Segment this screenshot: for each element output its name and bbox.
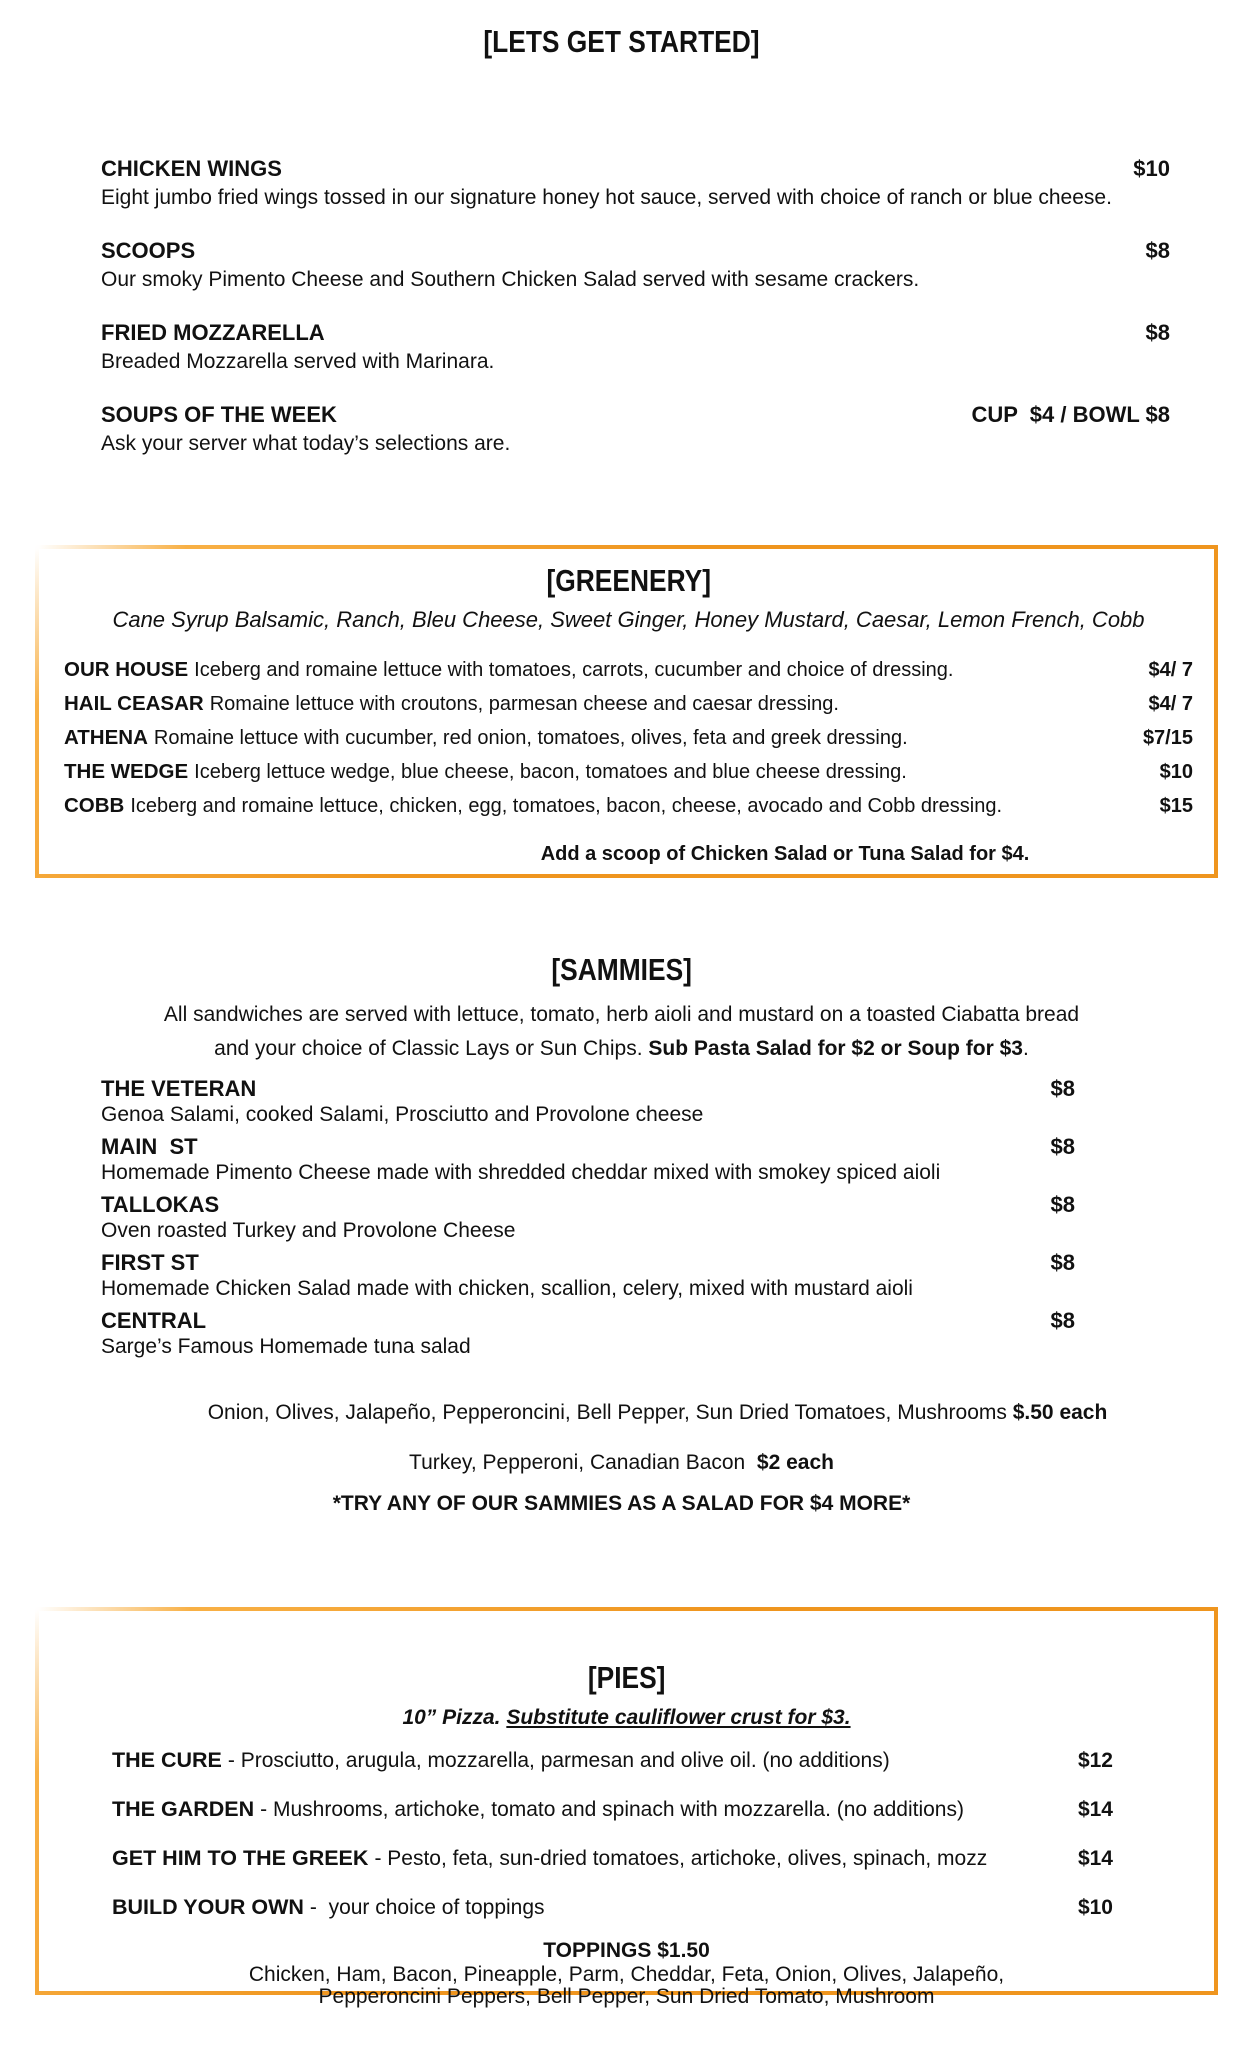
menu-item-build-your-own	[112, 1893, 1113, 1922]
item-description: - Prosciutto, arugula, mozzarella, parmesan and olive oil. (no additions)	[227, 1749, 890, 1772]
sammies-item-list	[0, 1076, 1243, 1360]
item-price: $12	[1077, 1749, 1113, 1772]
menu-item-tallokas	[101, 1192, 1075, 1244]
item-price: $8	[1050, 1192, 1075, 1217]
menu-item-the-wedge	[64, 759, 1193, 785]
item-name: GET HIM TO THE GREEK	[112, 1846, 369, 1870]
menu-item-chicken-wings	[101, 155, 1170, 212]
section-header-wrap	[64, 563, 1193, 605]
addon-price: $2 each	[756, 1451, 834, 1474]
menu-item-the-veteran	[101, 1076, 1075, 1128]
pies-toppings-line2: Pepperoncini Peppers, Bell Pepper, Sun Dried Tomato, Mushroom	[318, 1985, 935, 2008]
sammies-addon-meats	[0, 1450, 1243, 1476]
menu-item-hail-ceasar	[64, 691, 1193, 717]
item-description: Iceberg and romaine lettuce with tomatoes, carrots, cucumber and choice of dressing.	[194, 659, 954, 681]
item-description: Our smoky Pimento Cheese and Southern Chicken Salad served with sesame crackers.	[101, 268, 920, 291]
sammies-intro-line1: All sandwiches are served with lettuce, tomato, herb aioli and mustard on a toasted Ciabatta bread	[163, 1003, 1080, 1026]
menu-item-main-st	[101, 1134, 1075, 1186]
item-name: BUILD YOUR OWN	[112, 1895, 304, 1919]
item-price: $8	[1145, 238, 1170, 263]
sammies-intro-line2	[0, 1036, 1243, 1062]
item-description: Iceberg lettuce wedge, blue cheese, bacon, tomatoes and blue cheese dressing.	[194, 761, 907, 783]
item-price: $8	[1050, 1134, 1075, 1159]
greenery-addon-note: Add a scoop of Chicken Salad or Tuna Salad for $4.	[540, 843, 1030, 865]
menu-item-fried-mozzarella	[101, 319, 1170, 376]
menu-item-the-garden	[112, 1795, 1113, 1824]
item-name: THE GARDEN	[112, 1797, 255, 1821]
item-description: Sarge’s Famous Homemade tuna salad	[101, 1335, 471, 1358]
item-description: Eight jumbo fried wings tossed in our signature honey hot sauce, served with choice of ranch or blue cheese.	[101, 186, 1112, 209]
menu-item-first-st	[101, 1250, 1075, 1302]
dressings-list: Cane Syrup Balsamic, Ranch, Bleu Cheese, Sweet Ginger, Honey Mustard, Caesar, Lemon French, Cobb	[112, 607, 1145, 632]
item-name: OUR HOUSE	[64, 658, 189, 681]
item-description: Iceberg and romaine lettuce, chicken, egg, tomatoes, bacon, cheese, avocado and Cobb dressing.	[130, 795, 1003, 817]
item-price: $10	[1133, 156, 1170, 181]
pies-subtitle	[39, 1704, 1214, 1732]
item-name: CENTRAL	[101, 1308, 207, 1333]
item-price: $14	[1077, 1847, 1113, 1870]
item-name: MAIN ST	[101, 1134, 198, 1159]
item-price: $14	[1077, 1798, 1113, 1821]
section-title-pies: [PIES]	[587, 1660, 666, 1695]
pies-subtitle-underlined: Substitute cauliflower crust for $3.	[506, 1706, 851, 1729]
item-name: THE CURE	[112, 1748, 222, 1772]
starters-item-list	[0, 155, 1243, 458]
intro-plain: and your choice of Classic Lays or Sun Chips.	[214, 1037, 649, 1060]
item-description: Oven roasted Turkey and Provolone Cheese	[101, 1219, 516, 1242]
item-price: $8	[1145, 320, 1170, 345]
item-price: $15	[1159, 795, 1193, 817]
item-name: FIRST ST	[101, 1250, 199, 1275]
pies-item-list	[39, 1746, 1214, 1922]
menu-item-the-cure	[112, 1746, 1113, 1775]
item-name: HAIL CEASAR	[64, 692, 204, 715]
section-greenery	[35, 545, 1218, 878]
menu-item-athena	[64, 725, 1193, 751]
item-description: Breaded Mozzarella served with Marinara.	[101, 350, 495, 373]
pies-toppings-title: TOPPINGS $1.50	[543, 1939, 710, 1962]
item-name: TALLOKAS	[101, 1192, 220, 1217]
item-price: $4/ 7	[1148, 659, 1193, 681]
item-name: FRIED MOZZARELLA	[101, 320, 325, 345]
item-name: THE WEDGE	[64, 760, 189, 783]
item-description: Romaine lettuce with cucumber, red onion, tomatoes, olives, feta and greek dressing.	[153, 727, 908, 749]
menu-item-scoops	[101, 237, 1170, 294]
section-lets-get-started	[0, 24, 1243, 483]
pies-toppings-line1: Chicken, Ham, Bacon, Pineapple, Parm, Cheddar, Feta, Onion, Olives, Jalapeño,	[248, 1963, 1005, 1986]
addon-price: $.50 each	[1012, 1401, 1108, 1424]
intro-bold: Sub Pasta Salad for $2 or Soup for $3	[648, 1037, 1023, 1060]
section-title-greenery: [GREENERY]	[546, 563, 711, 598]
item-description: - Mushrooms, artichoke, tomato and spinach with mozzarella. (no additions)	[260, 1798, 964, 1821]
menu-item-cobb	[64, 793, 1193, 819]
section-pies	[35, 1607, 1218, 2008]
item-description: Ask your server what today’s selections are.	[101, 432, 511, 455]
item-name: THE VETERAN	[101, 1076, 257, 1101]
item-price: $10	[1159, 761, 1193, 783]
sammies-salad-note: *TRY ANY OF OUR SAMMIES AS A SALAD FOR $4 MORE*	[332, 1492, 911, 1515]
menu-item-soups-of-the-week	[101, 401, 1170, 458]
intro-tail: .	[1022, 1037, 1029, 1060]
item-name: SCOOPS	[101, 238, 196, 263]
item-description: Genoa Salami, cooked Salami, Prosciutto and Provolone cheese	[101, 1103, 704, 1126]
section-header-wrap	[0, 24, 1243, 66]
item-price: $8	[1050, 1250, 1075, 1275]
item-description: Homemade Chicken Salad made with chicken, scallion, celery, mixed with mustard aioli	[101, 1277, 913, 1300]
pies-subtitle-plain: 10” Pizza.	[402, 1706, 507, 1729]
item-price: $7/15	[1142, 727, 1193, 749]
addon-items: Turkey, Pepperoni, Canadian Bacon	[409, 1451, 757, 1474]
item-description: - Pesto, feta, sun-dried tomatoes, artichoke, olives, spinach, mozz	[374, 1847, 988, 1870]
item-description: Homemade Pimento Cheese made with shredded cheddar mixed with smokey spiced aioli	[101, 1161, 941, 1184]
addon-items: Onion, Olives, Jalapeño, Pepperoncini, Bell Pepper, Sun Dried Tomatoes, Mushrooms	[207, 1401, 1013, 1424]
item-price: CUP $4 / BOWL $8	[971, 402, 1170, 427]
sammies-addon-veggies	[0, 1400, 1243, 1426]
item-description: - your choice of toppings	[309, 1896, 545, 1919]
item-price: $4/ 7	[1148, 693, 1193, 715]
greenery-item-list	[64, 657, 1193, 819]
item-name: COBB	[64, 794, 125, 817]
item-price: $8	[1050, 1308, 1075, 1333]
menu-item-get-him-to-the-greek	[112, 1844, 1113, 1873]
menu-item-our-house	[64, 657, 1193, 683]
item-name: CHICKEN WINGS	[101, 156, 282, 181]
section-header-wrap	[0, 952, 1243, 994]
section-header-wrap	[39, 1660, 1214, 1702]
item-price: $10	[1077, 1896, 1113, 1919]
item-name: ATHENA	[64, 726, 148, 749]
item-price: $8	[1050, 1076, 1075, 1101]
section-title-sammies: [SAMMIES]	[551, 952, 692, 987]
section-sammies	[0, 952, 1243, 1517]
item-name: SOUPS OF THE WEEK	[101, 402, 337, 427]
menu-item-central	[101, 1308, 1075, 1360]
section-title-lets-get-started: [LETS GET STARTED]	[483, 24, 760, 59]
item-description: Romaine lettuce with croutons, parmesan cheese and caesar dressing.	[209, 693, 839, 715]
